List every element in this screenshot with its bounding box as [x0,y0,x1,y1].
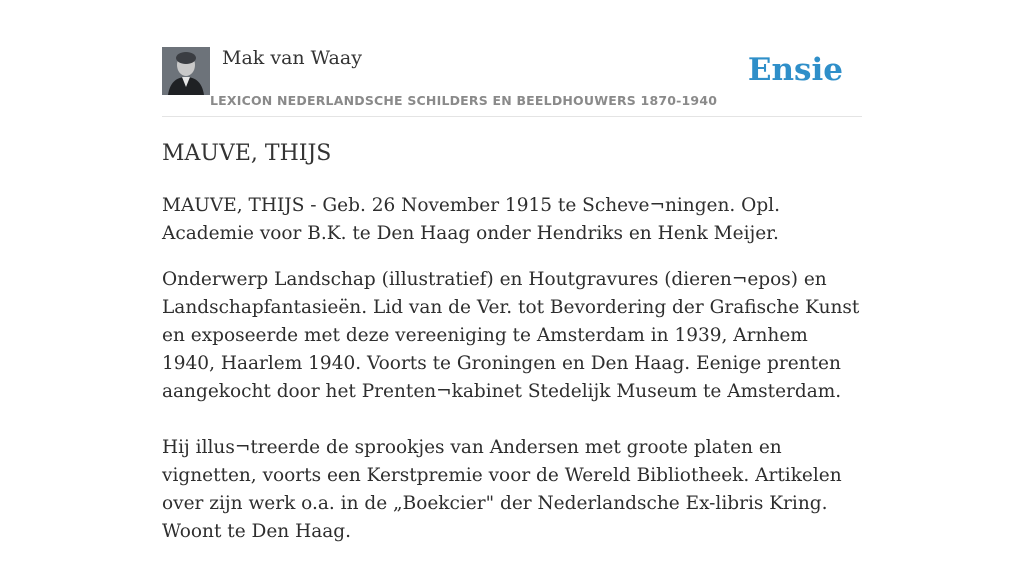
source-subtitle[interactable]: LEXICON NEDERLANDSCHE SCHILDERS EN BEELDHOUWERS 1870-1940 [210,93,718,108]
article-header [162,46,862,117]
article-paragraph: Onderwerp Landschap (illustratief) en Houtgravures (dieren¬epos) en Landschapfantasieën. Lid van de Ver. tot Bevordering der Grafische Kunst en exposeerde met deze vereeniging te Amsterdam in 1939, Arnhem 1940, Haarlem 1940. Voorts te Groningen en Den Haag. Eenige prenten aangekocht door het Prenten¬kabinet Stedelijk Museum te Amsterdam. [162,269,860,402]
article-paragraph: MAUVE, THIJS - Geb. 26 November 1915 te Scheve¬ningen. Opl. Academie voor B.K. te Den Haag onder Hendriks en Henk Meijer. [162,195,780,244]
portrait-icon [162,47,210,95]
article-body [162,138,862,564]
article-paragraph: Hij illus¬treerde de sprookjes van Andersen met groote platen en vignetten, voorts een Kerstpremie voor de Wereld Bibliotheek. Artikelen over zijn werk o.a. in de „Boekcier" der Nederlandsche Ex-libris Kring. Woont te Den Haag. [162,437,842,542]
article-title: MAUVE, THIJS [162,141,332,166]
author-link[interactable]: Mak van Waay [222,47,362,69]
author-avatar[interactable] [162,47,210,95]
ensie-logo[interactable]: Ensie [747,52,843,88]
